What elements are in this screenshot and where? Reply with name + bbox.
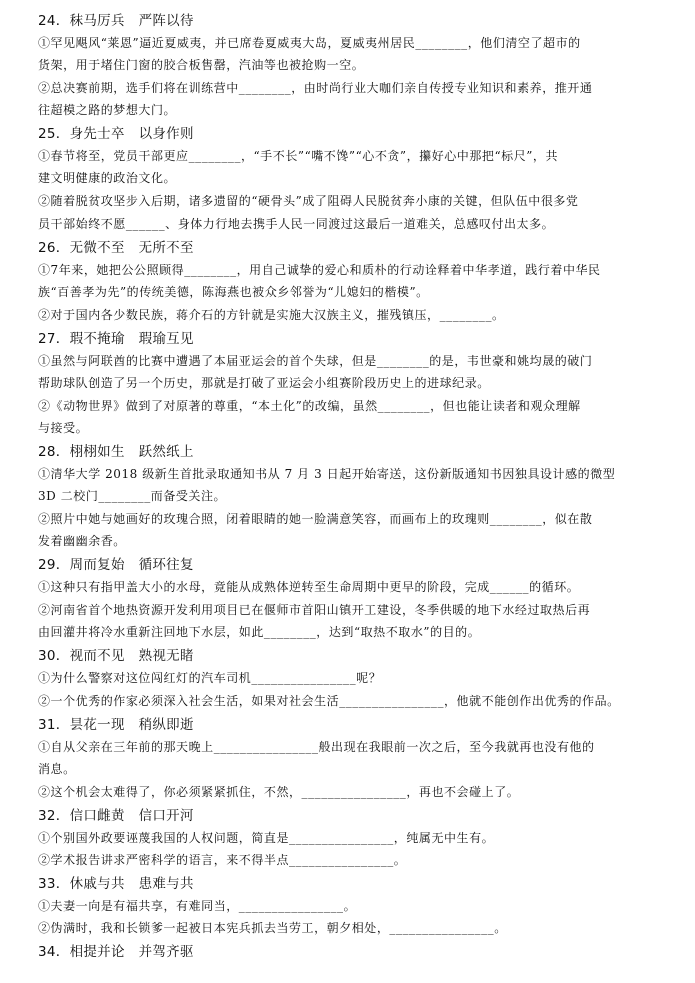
sentence-line: ②学术报告讲求严密科学的语言，来不得半点________________。: [38, 853, 407, 867]
item-heading: 24．秣马厉兵 严阵以待: [38, 13, 194, 29]
sentence-line: ①罕见飓风“莱恩”逼近夏威夷，并已席卷夏威夷大岛，夏威夷州居民________，他们清空了超市的: [38, 36, 581, 50]
item-heading: 27．瑕不掩瑜 瑕瑜互见: [38, 331, 194, 347]
sentence-line: ①虽然与阿联酋的比赛中遭遇了本届亚运会的首个失球，但是________的是，韦世豪和姚均晟的破门: [38, 354, 593, 368]
item-heading: 34．相提并论 并驾齐驱: [38, 944, 194, 960]
sentence-line: ①春节将至，党员干部更应________，“手不长”“嘴不馋”“心不贪”，攥好心中那把“标尺”，共: [38, 149, 559, 163]
item-heading: 26．无微不至 无所不至: [38, 240, 194, 256]
sentence-line: ①夫妻一向是有福共享，有难同当，________________。: [38, 899, 357, 913]
item-heading: 30．视而不见 熟视无睹: [38, 648, 194, 664]
sentence-line: ①为什么警察对这位闯红灯的汽车司机________________呢？: [38, 671, 382, 685]
sentence-line: 帮助球队创造了另一个历史，那就是打破了亚运会小组赛阶段历史上的进球纪录。: [38, 376, 490, 390]
item-heading: 25．身先士卒 以身作则: [38, 126, 194, 142]
item-heading: 28．栩栩如生 跃然纸上: [38, 444, 194, 460]
sentence-line: 由回灌井将冷水重新注回地下水层，如此________，达到“取热不取水”的目的。: [38, 625, 481, 639]
sentence-line: ②这个机会太难得了，你必须紧紧抓住，不然，________________，再也不会碰上了。: [38, 785, 520, 799]
sentence-line: ②一个优秀的作家必须深入社会生活，如果对社会生活________________，他就不能创作出优秀的作品。: [38, 694, 620, 708]
sentence-line: ①7年来，她把公公照顾得________，用自己诚挚的爱心和质朴的行动诠释着中华孝道，践行着中华民: [38, 263, 601, 277]
item-heading: 32．信口雌黄 信口开河: [38, 808, 194, 824]
sentence-line: 货架，用于堵住门窗的胶合板售罄，汽油等也被抢购一空。: [38, 58, 365, 72]
item-heading: 31．昙花一现 稍纵即逝: [38, 717, 194, 733]
item-heading: 29．周而复始 循环往复: [38, 557, 194, 573]
sentence-line: ②《动物世界》做到了对原著的尊重，“本土化”的改编，虽然________，但也能让读者和观众理解: [38, 399, 581, 413]
sentence-line: ②随着脱贫攻坚步入后期，诸多遗留的“硬骨头”成了阻碍人民脱贫奔小康的关键，但队伍中很多党: [38, 194, 579, 208]
sentence-line: ②总决赛前期，选手们将在训练营中________，由时尚行业大咖们亲自传授专业知识和素养，推开通: [38, 81, 593, 95]
sentence-line: ②河南省首个地热资源开发利用项目已在偃师市首阳山镇开工建设，冬季供暖的地下水经过取热后再: [38, 603, 591, 617]
sentence-line: ①自从父亲在三年前的那天晚上________________般出现在我眼前一次之后，至今我就再也没有他的: [38, 740, 595, 754]
sentence-line: 发着幽幽余香。: [38, 534, 126, 548]
sentence-line: 员干部始终不愿______、身体力行地去携手人民一同渡过这最后一道难关，总感叹付出太多。: [38, 217, 555, 231]
sentence-line: 与接受。: [38, 421, 89, 435]
sentence-line: 3D 二校门________而备受关注。: [38, 489, 227, 503]
item-heading: 33．休戚与共 患难与共: [38, 876, 194, 892]
sentence-line: ①清华大学 2018 级新生首批录取通知书从 7 月 3 日起开始寄送，这份新版通知书因独具设计感的微型: [38, 467, 616, 481]
sentence-line: ①这种只有指甲盖大小的水母，竟能从成熟体逆转至生命周期中更早的阶段，完成______的循环。: [38, 580, 580, 594]
sentence-line: ②对于国内各少数民族，蒋介石的方针就是实施大汉族主义，摧残镇压，________。: [38, 308, 505, 322]
sentence-line: 建文明健康的政治文化。: [38, 171, 177, 185]
sentence-line: 族“百善孝为先”的传统美德，陈海燕也被众乡邻誉为“儿媳妇的楷模”。: [38, 285, 429, 299]
sentence-line: ①个别国外政要诬蔑我国的人权问题，简直是________________，纯属无中生有。: [38, 831, 495, 845]
sentence-line: 消息。: [38, 762, 76, 776]
sentence-line: ②伪满时，我和长锁爹一起被日本宪兵抓去当劳工，朝夕相处，________________。: [38, 921, 507, 935]
sentence-line: ②照片中她与她画好的玫瑰合照，闭着眼睛的她一脸满意笑容，而画布上的玫瑰则________，似在散: [38, 512, 593, 526]
sentence-line: 往超模之路的梦想大门。: [38, 103, 177, 117]
